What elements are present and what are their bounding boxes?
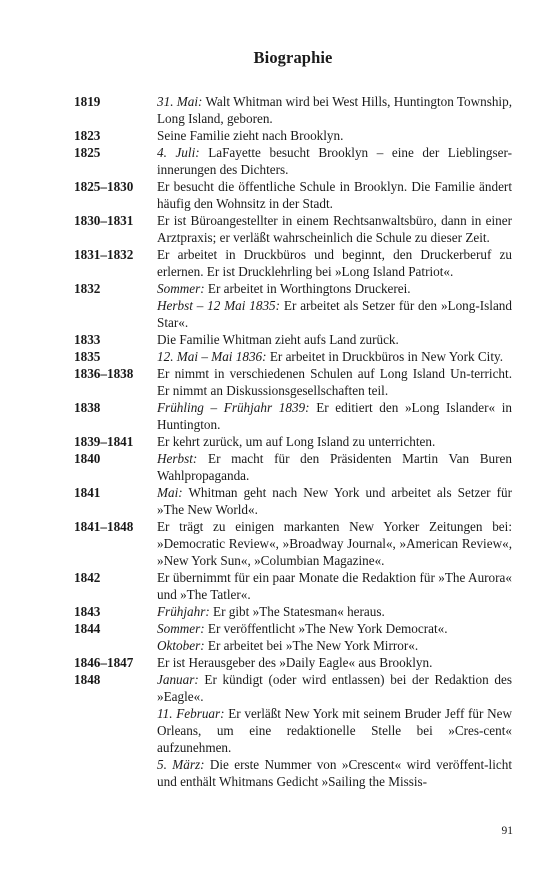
entry-text: Er gibt »The Statesman« heraus. [209,604,385,619]
entry-description [157,348,512,365]
date-lead: Oktober: [157,638,205,653]
entry-paragraph [157,331,512,348]
page-number: 91 [501,825,513,837]
entry-year: 1844 [74,621,101,636]
entry-text: Er arbeitet in Druckbüros in New York City. [266,349,504,364]
timeline-entry [74,365,512,399]
entry-paragraph [157,569,512,603]
entry-description [157,246,512,280]
timeline-entry [74,518,512,569]
entry-year: 1825–1830 [74,179,134,194]
entry-description [157,620,512,654]
date-lead: Mai: [157,485,183,500]
entry-year: 1842 [74,570,101,585]
timeline-entry [74,671,512,790]
entry-text: Er trägt zu einigen markanten New Yorker Zeitungen bei: »Democratic Review«, »Broadway Journal«, »American Review«, »New York Sun«, »Columbian Magazine«. [157,519,512,568]
timeline-entry [74,212,512,246]
entry-paragraph [157,127,512,144]
entry-paragraph [157,280,512,297]
entry-text: Er macht für den Präsidenten Martin Van Buren Wahlpropaganda. [157,451,512,483]
date-lead: Sommer: [157,621,205,636]
entry-year: 1838 [74,400,101,415]
entry-text: Er editiert den »Long Islander« in Huntington. [157,400,513,432]
entry-year: 1848 [74,672,101,687]
entry-description [157,178,512,212]
entry-year: 1839–1841 [74,434,134,449]
entry-paragraph [157,518,512,569]
entry-year: 1843 [74,604,101,619]
page-title: Biographie [253,48,333,67]
entry-description [157,433,512,450]
entry-description [157,569,512,603]
entry-description [157,280,512,331]
entry-text: Er arbeitet in Druckbüros und beginnt, den Druckerberuf zu erlernen. Er ist Drucklehrling bei »Long Island Patriot«. [157,247,512,279]
entry-description [157,654,512,671]
date-lead: 4. Juli: [157,145,200,160]
date-lead: Herbst: [157,451,198,466]
entry-description [157,484,512,518]
entry-year: 1833 [74,332,101,347]
timeline-entry [74,127,512,144]
entry-year: 1832 [74,281,101,296]
entry-text: Er veröffentlicht »The New York Democrat«. [204,621,448,636]
entry-description [157,365,512,399]
entry-paragraph [157,450,512,484]
entry-description [157,450,512,484]
entry-text: Seine Familie zieht nach Brooklyn. [157,128,344,143]
entry-paragraph [157,654,512,671]
timeline-entry [74,144,512,178]
timeline-entry [74,348,512,365]
entry-paragraph [157,348,512,365]
entry-paragraph [157,484,512,518]
timeline-entry [74,93,512,127]
timeline-entry [74,603,512,620]
entry-text: Er ist Büroangestellter in einem Rechtsanwaltsbüro, dann in einer Arztpraxis; er verläßt wahrscheinlich die Schule zu dieser Zeit. [157,213,512,245]
entry-description [157,144,512,178]
entry-text: Die Familie Whitman zieht aufs Land zurück. [157,332,399,347]
timeline-entry [74,569,512,603]
entry-paragraph [157,297,512,331]
entry-text: Er besucht die öffentliche Schule in Brooklyn. Die Familie ändert häufig den Wohnsitz in der Stadt. [157,179,512,211]
entry-year: 1841–1848 [74,519,134,534]
entry-text: Er arbeitet bei »The New York Mirror«. [204,638,419,653]
entry-paragraph [157,620,512,637]
entry-paragraph [157,433,512,450]
entry-description [157,212,512,246]
timeline-entry [74,399,512,433]
entry-paragraph [157,637,512,654]
entry-description [157,127,512,144]
entry-text: Er nimmt in verschiedenen Schulen auf Long Island Un-terricht. Er nimmt an Diskussionsgesellschaften teil. [157,366,512,398]
entry-text: Er kündigt (oder wird entlassen) bei der Redaktion des »Eagle«. [157,672,512,704]
timeline-entry [74,331,512,348]
date-lead: 5. März: [157,757,205,772]
date-lead: Januar: [157,672,199,687]
date-lead: Herbst – 12 Mai 1835: [157,298,281,313]
entry-description [157,671,512,790]
entry-paragraph [157,671,512,705]
timeline-entry [74,433,512,450]
entry-text: Er arbeitet als Setzer für den »Long-Island Star«. [157,298,512,330]
entry-year: 1819 [74,94,101,109]
entry-paragraph [157,246,512,280]
entry-year: 1836–1838 [74,366,134,381]
entry-year: 1846–1847 [74,655,134,670]
timeline-entry [74,654,512,671]
entry-year: 1830–1831 [74,213,134,228]
date-lead: Frühling – Frühjahr 1839: [157,400,310,415]
entry-year: 1825 [74,145,101,160]
entry-text: Die erste Nummer von »Crescent« wird veröffent-licht und enthält Whitmans Gedicht »Sailing the Missis- [157,757,512,789]
entry-paragraph [157,399,512,433]
entry-text: Er kehrt zurück, um auf Long Island zu unterrichten. [157,434,436,449]
entry-description [157,331,512,348]
entry-year: 1841 [74,485,101,500]
entry-paragraph [157,603,512,620]
timeline-entry [74,620,512,654]
biography-timeline [74,93,512,790]
entry-description [157,518,512,569]
entry-paragraph [157,756,512,790]
date-lead: Sommer: [157,281,205,296]
date-lead: 31. Mai: [157,94,203,109]
entry-description [157,93,512,127]
entry-text: Er verläßt New York mit seinem Bruder Jeff für New Orleans, um eine redaktionelle Stelle bei »Cres-cent« aufzunehmen. [157,706,512,755]
date-lead: 11. Februar: [157,706,225,721]
entry-description [157,399,512,433]
entry-text: Whitman geht nach New York und arbeitet als Setzer für »The New World«. [157,485,512,517]
entry-year: 1835 [74,349,101,364]
entry-paragraph [157,144,512,178]
timeline-entry [74,246,512,280]
entry-year: 1840 [74,451,101,466]
entry-text: Er übernimmt für ein paar Monate die Redaktion für »The Aurora« und »The Tatler«. [157,570,512,602]
entry-paragraph [157,365,512,399]
entry-paragraph [157,178,512,212]
timeline-entry [74,450,512,484]
entry-paragraph [157,705,512,756]
entry-year: 1831–1832 [74,247,134,262]
timeline-entry [74,178,512,212]
entry-text: Er ist Herausgeber des »Daily Eagle« aus Brooklyn. [157,655,433,670]
entry-text: Walt Whitman wird bei West Hills, Huntington Township, Long Island, geboren. [157,94,512,126]
entry-paragraph [157,93,512,127]
timeline-entry [74,280,512,331]
date-lead: 12. Mai – Mai 1836: [157,349,267,364]
entry-paragraph [157,212,512,246]
entry-text: LaFayette besucht Brooklyn – eine der Lieblingser-innerungen des Dichters. [157,145,512,177]
entry-description [157,603,512,620]
timeline-entry [74,484,512,518]
entry-year: 1823 [74,128,101,143]
date-lead: Frühjahr: [157,604,210,619]
entry-text: Er arbeitet in Worthingtons Druckerei. [204,281,411,296]
